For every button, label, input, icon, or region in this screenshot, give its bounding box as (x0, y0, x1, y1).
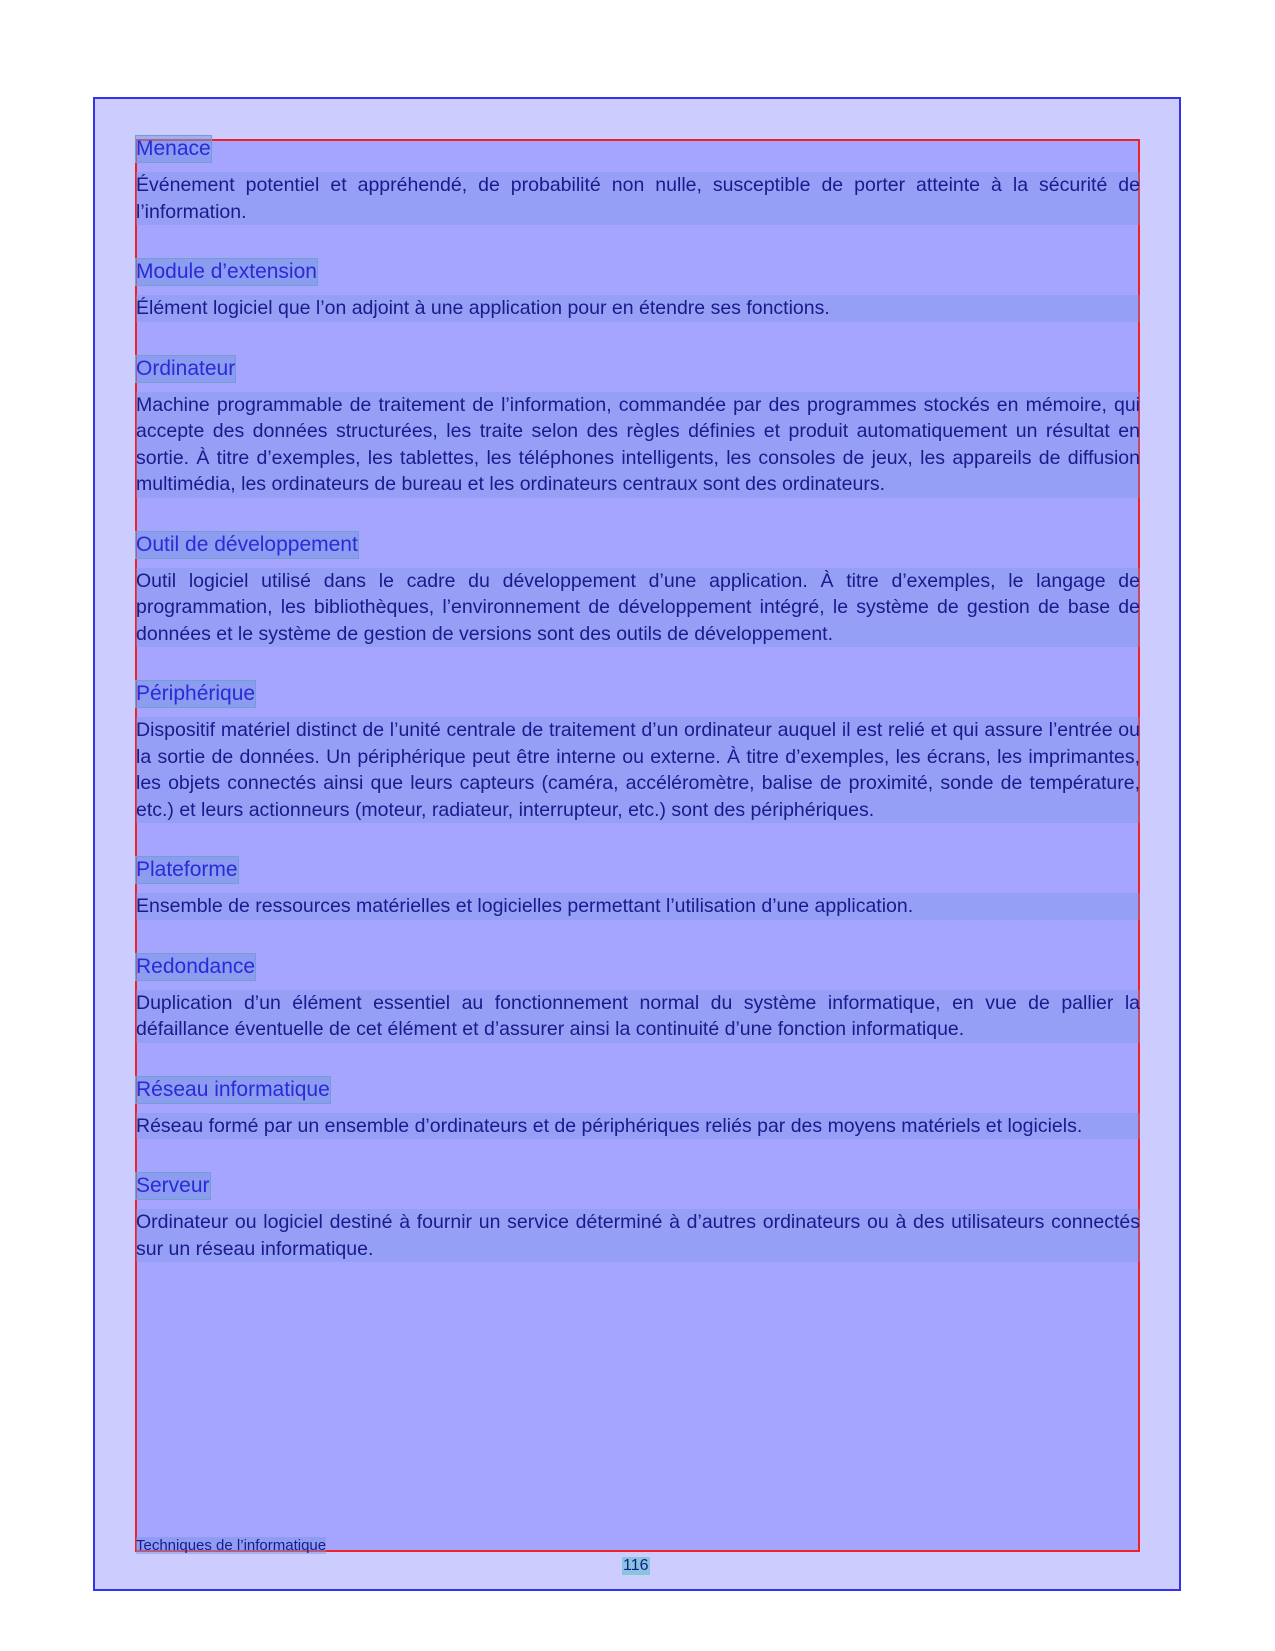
term: Périphérique (136, 682, 256, 705)
term: Redondance (136, 954, 256, 978)
definition: Ordinateur ou logiciel destiné à fournir un service déterminé à d’autres ordinateurs ou à des utilisateurs connectés sur un réseau informatique. (136, 1209, 1140, 1262)
definition: Événement potentiel et appréhendé, de probabilité non nulle, susceptible de porter atteinte à la sécurité de l’information. (136, 172, 1140, 225)
footer-text: Techniques de l’informatique (136, 1537, 327, 1554)
term: Outil de développement (136, 532, 358, 556)
glossary-entry-module-extension (136, 259, 1140, 322)
definition: Dispositif matériel distinct de l’unité centrale de traitement d’un ordinateur auquel il est relié et qui assure l’entrée ou la sortie de données. Un périphérique peut être interne ou externe. À titre d’exemples, les écrans, les imprimantes, les objets connectés ainsi que leurs capteurs (caméra, accéléromètre, balise de proximité, sonde de température, etc.) et leurs actionneurs (moteur, radiateur, interrupteur, etc.) sont des périphériques. (136, 717, 1140, 823)
definition: Élément logiciel que l’on adjoint à une application pour en étendre ses fonctions. (136, 295, 1140, 322)
glossary (136, 136, 1140, 1262)
glossary-entry-plateforme (136, 857, 1140, 920)
glossary-entry-reseau-informatique (136, 1077, 1140, 1140)
definition: Machine programmable de traitement de l’information, commandée par des programmes stockés en mémoire, qui accepte des données structurées, les traite selon des règles définies et produit automatiquement un résultat en sortie. À titre d’exemples, les tablettes, les téléphones intelligents, les consoles de jeux, les appareils de diffusion multimédia, les ordinateurs de bureau et les ordinateurs centraux sont des ordinateurs. (136, 392, 1140, 498)
term: Réseau informatique (136, 1077, 330, 1101)
definition: Réseau formé par un ensemble d’ordinateurs et de périphériques reliés par des moyens matériels et logiciels. (136, 1113, 1140, 1140)
glossary-entry-ordinateur (136, 356, 1140, 498)
glossary-entry-peripherique (136, 681, 1140, 823)
page-number: 116 (623, 1557, 649, 1574)
glossary-entry-outil-developpement (136, 532, 1140, 648)
term: Plateforme (136, 858, 238, 881)
glossary-entry-menace (136, 136, 1140, 225)
term: Serveur (136, 1174, 210, 1197)
definition: Outil logiciel utilisé dans le cadre du développement d’une application. À titre d’exemples, le langage de programmation, les bibliothèques, l’environnement de développement intégré, le système de gestion de base de données et le système de gestion de versions sont des outils de développement. (136, 568, 1140, 648)
glossary-entry-serveur (136, 1173, 1140, 1262)
definition: Duplication d’un élément essentiel au fonctionnement normal du système informatique, en vue de pallier la défaillance éventuelle de cet élément et d’assurer ainsi la continuité d’une fonction informatique. (136, 990, 1140, 1043)
glossary-entry-redondance (136, 954, 1140, 1043)
term: Menace (136, 137, 211, 160)
term: Module d’extension (136, 260, 317, 283)
definition: Ensemble de ressources matérielles et logicielles permettant l’utilisation d’une application. (136, 893, 1140, 920)
term: Ordinateur (136, 356, 236, 380)
